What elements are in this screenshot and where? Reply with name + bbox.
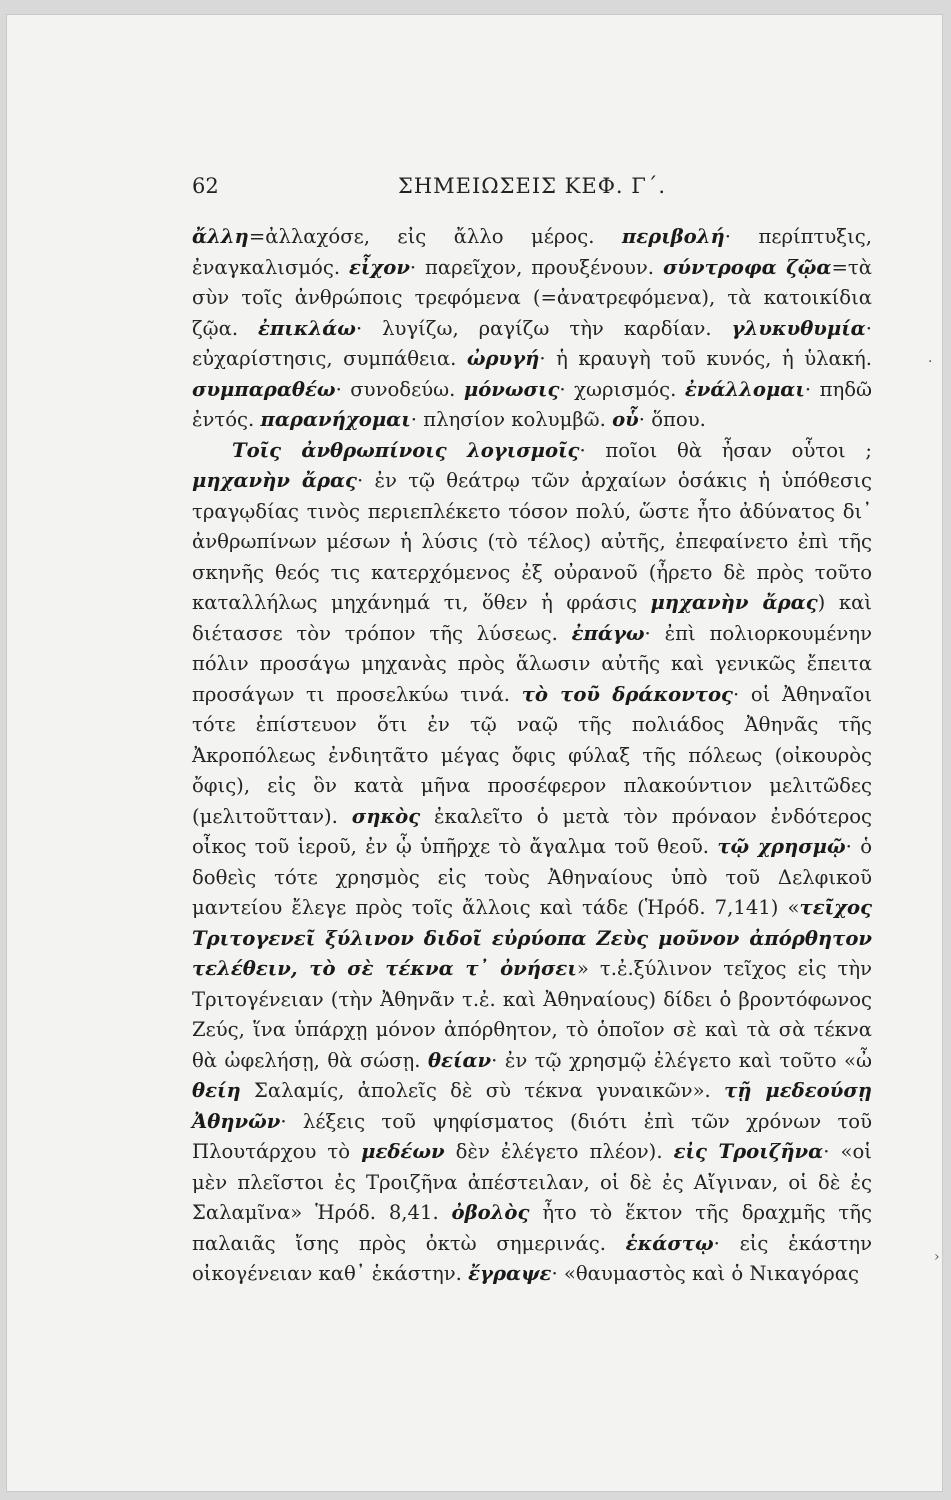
text-run: · ποῖοι θὰ ἦσαν οὗτοι ; [579,438,872,462]
text-run: · ἡ κραυγὴ τοῦ κυνός, ἡ ὑλακή. [539,347,872,370]
text-run: =ἀλλαχόσε, εἰς ἄλλο μέρος. [248,225,622,248]
body-text [192,222,872,1290]
lemma: ἔγραψε [468,1262,552,1285]
text-run: ) καὶ διέτασσε τὸν τρόπον τῆς λύσεως. [192,591,872,645]
lemma: συμπαραθέω [192,377,336,401]
text-run: · λέξεις τοῦ ψηφίσματος (διότι ἐπὶ τῶν χρόνων τοῦ Πλουτάρχου τὸ [192,1109,872,1163]
lemma: περιβολή [621,225,725,248]
lemma: μόνωσις [463,377,560,401]
text-run: · συνοδεύω. [335,377,464,401]
lemma: γλυκυθυμία [731,316,866,340]
lemma: θείαν [427,1048,492,1072]
lemma: εἶχον [348,255,410,279]
text-run: · «θαυμαστὸς καὶ ὁ Νικαγόρας [551,1262,859,1285]
lemma: θείη [192,1079,241,1102]
lemma: ἑκάστῳ [625,1231,714,1255]
text-run: · ἐν τῷ θεάτρῳ τῶν ἀρχαίων ὁσάκις ἡ ὑπόθεσις τραγῳδίας τινὸς περιεπλέκετο τόσον πολύ, ὥστε ἦτο ἀδύνατος δι᾽ ἀνθρωπίνων μέσων ἡ λύσις (τὸ τέλος) αὐτῆς, ἐπεφαίνετο ἐπὶ τῆς σκηνῆς θεός τις κατερχόμενος ἐξ οὐρανοῦ (ἦρετο δὲ πρὸς τοῦτο καταλλήλως μηχάνημά τι, ὅθεν ἡ φράσις [192,469,872,614]
lemma: ἐπικλάω [258,316,356,340]
lemma: μεδέων [361,1140,445,1163]
margin-mark: › [934,1249,940,1265]
lemma: σύντροφα ζῷα [662,255,832,279]
lemma: ἐνάλλομαι [684,377,805,401]
lemma: οὗ [612,408,639,431]
page-header [192,174,872,204]
text-run: ἦτο τὸ ἕκτον τῆς δραχμῆς τῆς παλαιᾶς ἴσης πρὸς ὀκτὼ σημερινάς. [192,1201,872,1255]
lemma: τεῖχος Τριτογενεῖ ξύλινον διδοῖ εὐρύοπα Ζεὺς μοῦνον ἀπόρθητον τελέθειν, τὸ σὲ τέκνα τ᾽ ὀνήσει [192,896,872,980]
notes-paragraph [192,436,872,1290]
text-run: =τὰ σὺν τοῖς ἀνθρώποις τρεφόμενα (=ἀνατρεφόμενα), τὰ κατοικίδια ζῷα. [192,255,872,340]
lemma: μηχανὴν ἄρας [192,469,357,492]
text-run: · εὐχαρίστησις, συμπάθεια. [192,316,872,370]
lemma: παρανήχομαι [260,408,411,431]
text-run: · περίπτυξις, ἐναγκαλισμός. [192,225,872,279]
text-run: · ὅπου. [638,408,706,431]
text-run: ἐκαλεῖτο ὁ μετὰ τὸν πρόναον ἐνδότερος οἶκος τοῦ ἱεροῦ, ἐν ᾧ ὑπῆρχε τὸ ἄγαλμα τοῦ θεοῦ. [192,804,872,858]
lemma: σηκὸς [351,804,421,828]
lemma: τῷ χρησμῷ [717,835,846,858]
lemma: ἄλλη [192,225,249,248]
text-run: · πλησίον κολυμβῶ. [410,408,613,431]
text-run: · ἐπὶ πολιορκουμένην πόλιν προσάγω μηχανὰς πρὸς ἅλωσιν αὐτῆς καὶ γενικῶς ἔπειτα προσάγων τι προσελκύω τινά. [192,621,872,706]
text-run: · ὁ δοθεὶς τότε χρησμὸς εἰς τοὺς Ἀθηναίους ὑπὸ τοῦ Δελφικοῦ μαντείου ἔλεγε πρὸς τοῖς ἄλλοις καὶ τάδε (Ἡρόδ. 7,141) « [192,835,872,919]
running-title: ΣΗΜΕΙΩΣΕΙΣ ΚΕΦ. Γ΄. [397,174,667,198]
lemma: τὸ τοῦ δράκοντος [521,682,733,706]
glossary-paragraph [192,222,872,436]
text-run: » τ.ἐ.ξύλινον τεῖχος εἰς τὴν Τριτογένειαν (τὴν Ἀθηνᾶν τ.ἐ. καὶ Ἀθηναίους) δίδει ὁ βροντόφωνος Ζεύς, ἵνα ὑπάρχῃ μόνον ἀπόρθητον, τὸ ὁποῖον σὲ καὶ τὰ σὰ τέκνα θὰ ὠφελήσῃ, θὰ σώσῃ. [192,957,872,1072]
text-run: · οἱ Ἀθηναῖοι τότε ἐπίστευον ὅτι ἐν τῷ ναῷ τῆς πολιάδος Ἀθηνᾶς τῆς Ἀκροπόλεως ἐνδιητᾶτο μέγας ὄφις φύλαξ τῆς πόλεως (οἰκουρὸς ὄφις), εἰς ὃν κατὰ μῆνα προσέφερον πλακούντιον μελιτῶδες (μελιτοῦτταν). [192,682,872,828]
text-run: · «οἱ μὲν πλεῖστοι ἐς Τροιζῆνα ἀπέστειλαν, οἱ δὲ ἐς Αἴγιναν, οἱ δὲ ἐς Σαλαμῖνα» Ἡρόδ. 8,41. [192,1140,872,1224]
text-run: · χωρισμός. [559,377,685,401]
lemma: τῇ μεδεούσῃ Ἀθηνῶν [192,1079,873,1133]
text-run: · παρεῖχον, προυξένουν. [409,255,663,279]
text-run: · λυγίζω, ραγίζω τὴν καρδίαν. [355,316,732,340]
lemma: μηχανὴν ἄρας [650,591,818,614]
book-page [6,14,943,1492]
text-run: Σαλαμίς, ἀπολεῖς δὲ σὺ τέκνα γυναικῶν». [240,1079,725,1102]
text-run: · πηδῶ ἐντός. [192,377,872,431]
text-run: · ἐν τῷ χρησμῷ ἐλέγετο καὶ τοῦτο «ὦ [491,1048,872,1072]
lemma: ἐπάγω [571,621,645,645]
lemma: Τοῖς ἀνθρωπίνοις λογισμοῖς [232,438,580,462]
lemma: εἰς Τροιζῆνα [673,1140,824,1163]
lemma: ὀβολὸς [451,1201,530,1224]
lemma: ὠρυγή [466,347,540,370]
text-run: δὲν ἐλέγετο πλέον). [444,1140,674,1163]
text-run: · εἰς ἑκάστην οἰκογένειαν καθ᾽ ἑκάστην. [192,1231,872,1285]
page-number: 62 [192,174,219,198]
margin-mark: · [928,354,933,370]
